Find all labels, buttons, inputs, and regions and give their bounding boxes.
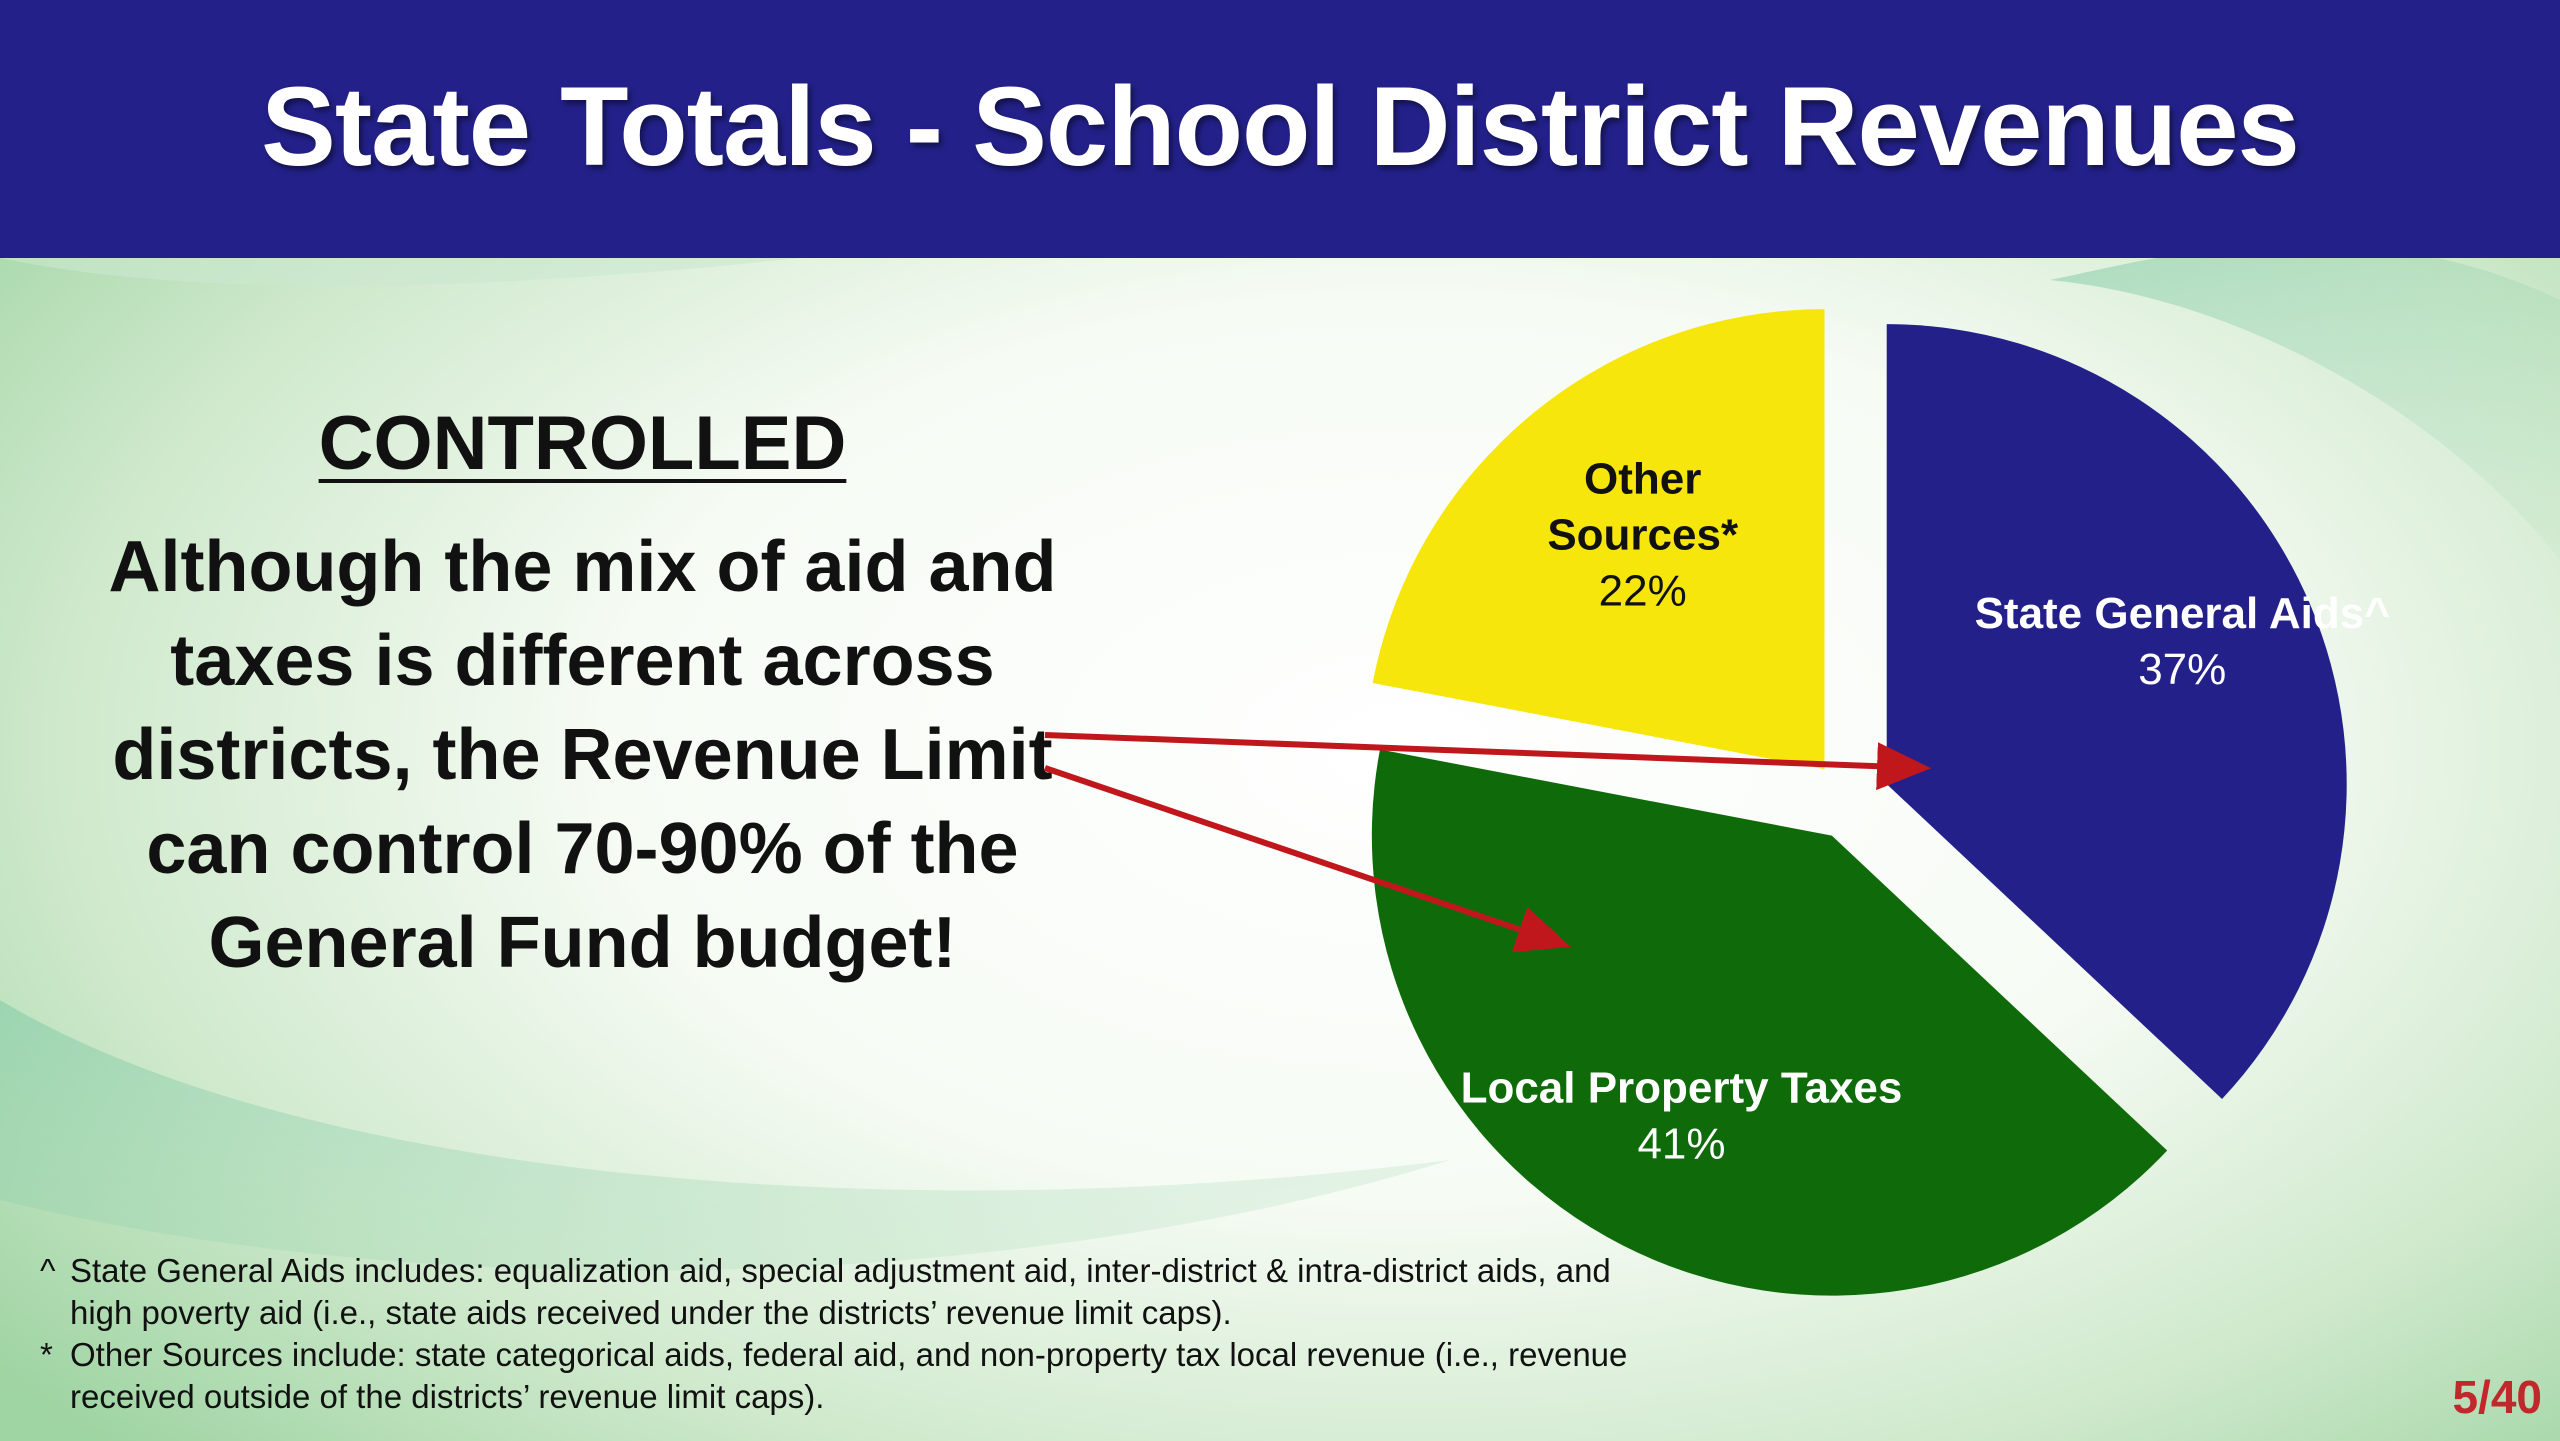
slide-title: State Totals - School District Revenues [261, 63, 2299, 189]
pie-label-value: 37% [2138, 645, 2227, 695]
pie-label-value: 41% [1637, 1119, 1726, 1169]
pie-slices [1372, 309, 2347, 1295]
footnote-text: State General Aids includes: equalization aid, special adjustment aid, inter-district & intra-district aids, and high poverty aid (i.e., state aids received under the districts’ revenue limit caps). [70, 1252, 1611, 1331]
footnote-mark: * [40, 1336, 53, 1373]
pie-label-name: State General Aids^ [1974, 589, 2390, 639]
footnote-text: Other Sources include: state categorical aids, federal aid, and non-property tax local revenue (i.e., revenue received outside of the districts’ revenue limit caps). [70, 1336, 1628, 1415]
footnote-mark: ^ [40, 1252, 56, 1289]
footnotes [40, 1250, 1640, 1418]
pie-label-name: Sources* [1547, 510, 1739, 560]
footnote-other-sources [40, 1334, 1640, 1418]
page-number: 5/40 [2452, 1371, 2542, 1423]
pie-label-name: Other [1584, 454, 1702, 504]
body-text: Although the mix of aid and taxes is different across districts, the Revenue Limit can control 70-90% of the General Fund budget! [108, 527, 1057, 983]
footnote-state-general-aids [40, 1250, 1640, 1334]
pie-label-name: Local Property Taxes [1460, 1063, 1903, 1113]
pie-label-value: 22% [1598, 566, 1687, 616]
controlled-heading-text: CONTROLLED [318, 401, 847, 486]
